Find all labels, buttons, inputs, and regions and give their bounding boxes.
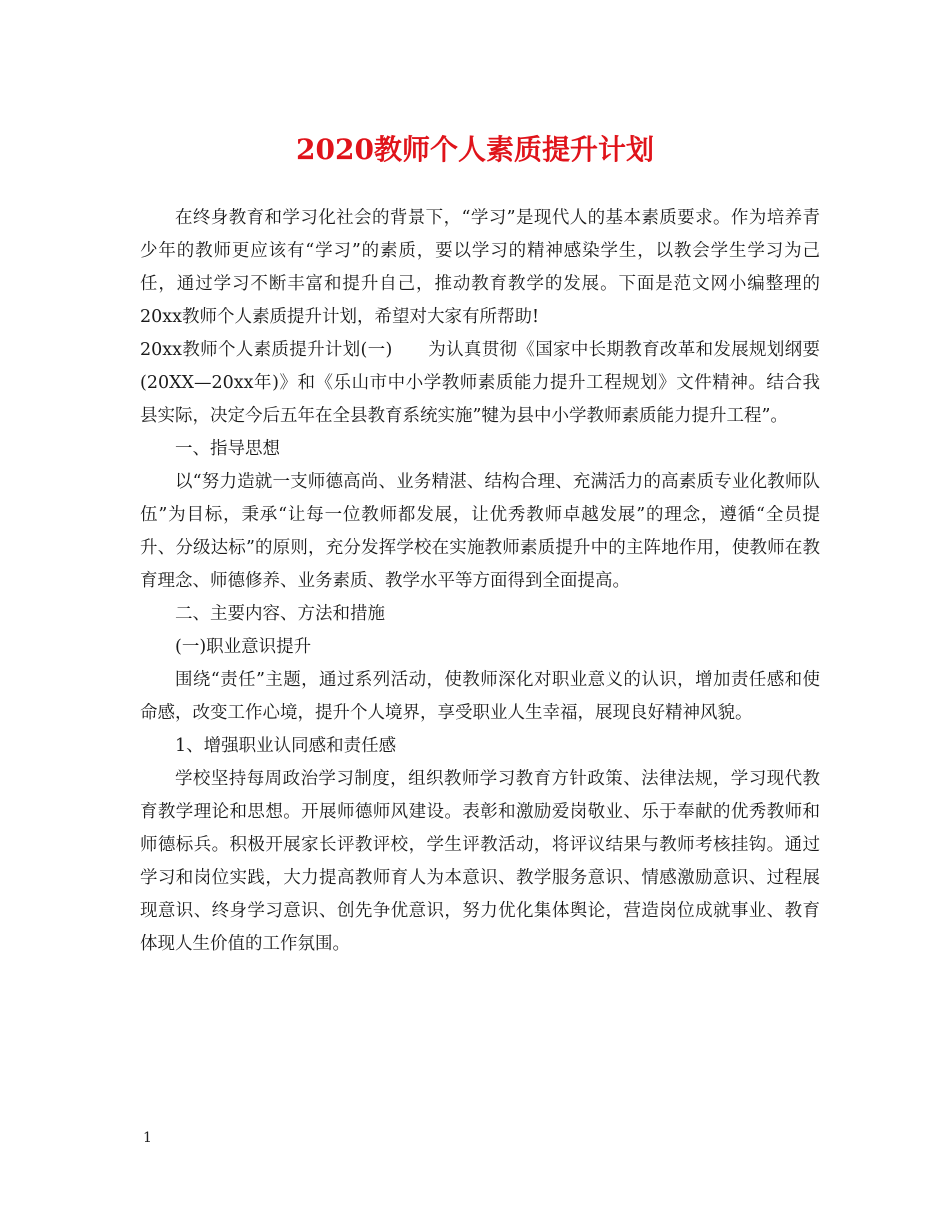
paragraph-school-study: 学校坚持每周政治学习制度，组织教师学习教育方针政策、法律法规，学习现代教育教学理论和思想。开展师德师风建设。表彰和激励爱岗敬业、乐于奉献的优秀教师和师德标兵。积极开展家长评教评校，学生评教活动，将评议结果与教师考核挂钩。通过学习和岗位实践，大力提高教师育人为本意识、教学服务意识、情感激励意识、过程展现意识、终身学习意识、创先争优意识，努力优化集体舆论，营造岗位成就事业、教育体现人生价值的工作氛围。	[140, 769, 820, 954]
paragraph-intro: 在终身教育和学习化社会的背景下，“学习”是现代人的基本素质要求。作为培养青少年的教师更应该有“学习”的素质，要以学习的精神感染学生，以教会学生学习为己任，通过学习不断丰富和提升自己，推动教育教学的发展。下面是范文网小编整理的20xx教师个人素质提升计划，希望对大家有所帮助!	[140, 208, 820, 327]
heading-guiding-ideology: 一、指导思想	[175, 439, 280, 459]
paragraph-plan-one: 20xx教师个人素质提升计划(一) 为认真贯彻《国家中长期教育改革和发展规划纲要(20XX—20xx年)》和《乐山市中小学教师素质能力提升工程规划》文件精神。结合我县实际，决定今后五年在全县教育系统实施”犍为县中小学教师素质能力提升工程”。	[140, 340, 820, 426]
paragraph-guiding-ideology: 以“努力造就一支师德高尚、业务精湛、结构合理、充满活力的高素质专业化教师队伍”为目标，秉承“让每一位教师都发展，让优秀教师卓越发展”的理念，遵循“全员提升、分级达标”的原则，充分发挥学校在实施教师素质提升中的主阵地作用，使教师在教育理念、师德修养、业务素质、教学水平等方面得到全面提高。	[140, 472, 820, 591]
page-number: 1	[143, 1130, 152, 1146]
document-body	[140, 202, 820, 961]
heading-identity-responsibility: 1、增强职业认同感和责任感	[175, 736, 397, 756]
paragraph-responsibility: 围绕“责任”主题，通过系列活动，使教师深化对职业意义的认识，增加责任感和使命感，改变工作心境，提升个人境界，享受职业人生幸福，展现良好精神风貌。	[140, 670, 820, 723]
heading-professional-awareness: (一)职业意识提升	[175, 637, 312, 657]
page-title: 2020教师个人素质提升计划	[296, 133, 654, 166]
heading-main-content: 二、主要内容、方法和措施	[175, 604, 385, 624]
